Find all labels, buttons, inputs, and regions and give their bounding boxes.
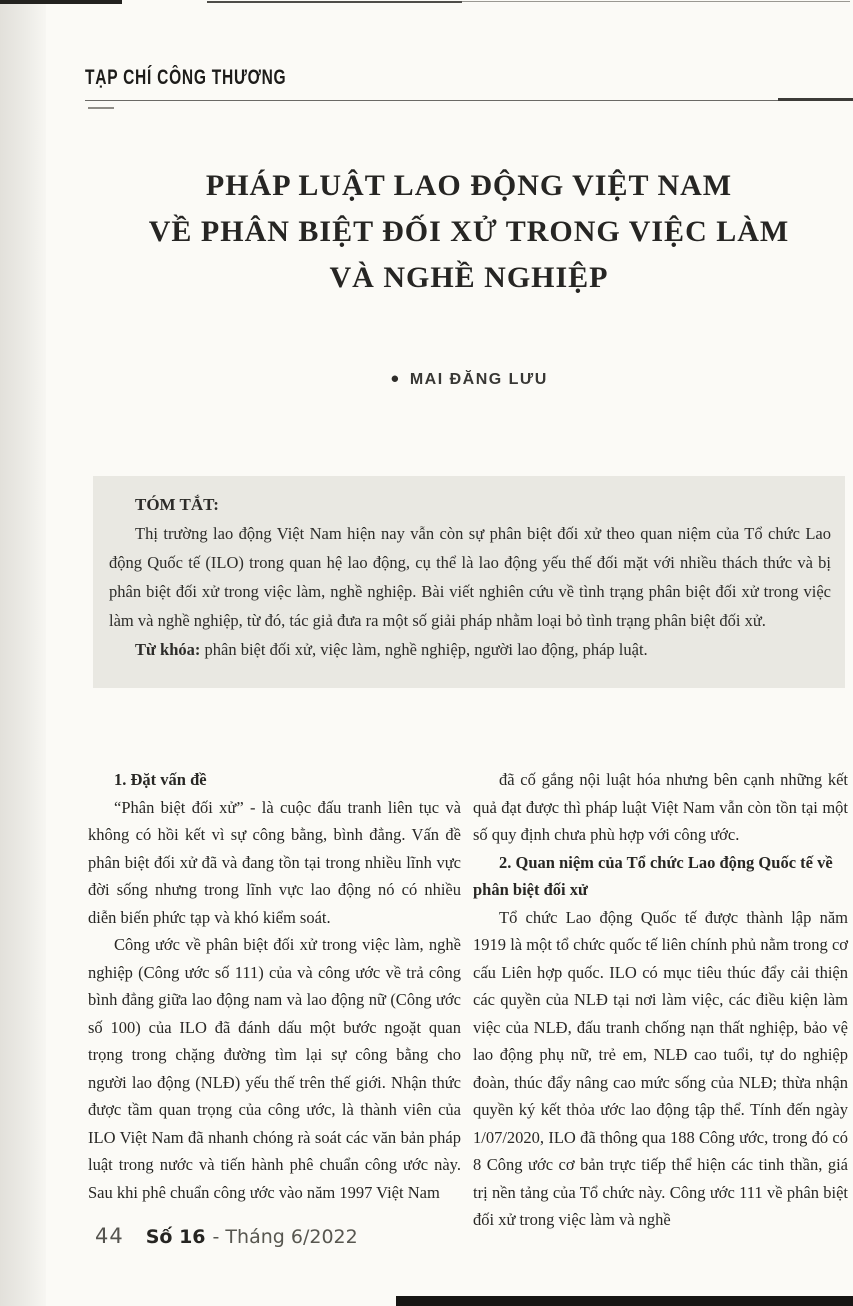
masthead-rule (85, 100, 853, 101)
masthead-dash-mark (88, 107, 114, 109)
scan-top-line-faint (462, 1, 850, 2)
page-number: 44 (95, 1224, 124, 1248)
scan-bottom-bar (396, 1296, 853, 1306)
article-title (85, 163, 853, 301)
abstract-keywords (109, 635, 831, 664)
keywords-label: Từ khóa: (135, 640, 201, 659)
left-paragraph-2: Công ước về phân biệt đối xử trong việc làm, nghề nghiệp (Công ước số 111) của và công ước về trả công bình đẳng giữa lao động nam và lao động nữ (Công ước số 100) của ILO đã đánh dấu một bước ngoặt quan trọng trong chặng đường tìm lại sự công bằng cho người lao động (NLĐ) yếu thế trên thế giới. Nhận thức được tầm quan trọng của công ước, là thành viên của ILO Việt Nam đã nhanh chóng rà soát các văn bản pháp luật trong nước và tiến hành phê chuẩn công ước này. Sau khi phê chuẩn công ước vào năm 1997 Việt Nam (88, 935, 461, 1202)
right-column (473, 766, 848, 1234)
right-paragraph-1: đã cố gắng nội luật hóa nhưng bên cạnh những kết quả đạt được thì pháp luật Việt Nam vẫn còn tồn tại một số quy định chưa phù hợp với công ước. (473, 770, 848, 844)
author-bullet-icon: ● (390, 370, 401, 387)
article-title-line-2: VỀ PHÂN BIỆT ĐỐI XỬ TRONG VIỆC LÀM (148, 215, 790, 248)
keywords-text: phân biệt đối xử, việc làm, nghề nghiệp, người lao động, pháp luật. (200, 640, 648, 659)
journal-masthead: TẠP CHÍ CÔNG THƯƠNG (85, 66, 287, 89)
article-title-line-3: VÀ NGHỀ NGHIỆP (329, 261, 609, 294)
page-footer (95, 1224, 595, 1248)
issue-label: Số 16 (145, 1226, 206, 1248)
abstract-box (93, 476, 845, 688)
author-line (85, 371, 853, 389)
masthead-rule-end-mark (778, 98, 853, 101)
scan-top-bar (0, 0, 122, 4)
left-column (88, 766, 461, 1234)
section-heading-2: 2. Quan niệm của Tổ chức Lao động Quốc tế về phân biệt đối xử (473, 852, 833, 899)
issue-date: - Tháng 6/2022 (212, 1226, 358, 1248)
right-paragraph-2: Tổ chức Lao động Quốc tế được thành lập năm 1919 là một tổ chức quốc tế liên chính phủ nằm trong cơ cấu Liên hợp quốc. ILO có mục tiêu thúc đẩy cải thiện các quyền của NLĐ tại nơi làm việc, các điều kiện làm việc của NLĐ, đấu tranh chống nạn thất nghiệp, bảo vệ lao động phụ nữ, trẻ em, NLĐ cao tuổi, tự do nghiệp đoàn, thúc đẩy nâng cao mức sống của NLĐ; thừa nhận quyền ký kết thỏa ước lao động tập thể. Tính đến ngày 1/07/2020, ILO đã thông qua 188 Công ước, trong đó có 8 Công ước cơ bản trực tiếp thể hiện các tinh thần, giá trị nền tảng của Tổ chức này. Công ước 111 về phân biệt đối xử trong việc làm và nghề (473, 907, 848, 1229)
abstract-heading: TÓM TẮT: (135, 495, 219, 514)
scan-gutter-strip (0, 0, 46, 1306)
article-title-line-1: PHÁP LUẬT LAO ĐỘNG VIỆT NAM (205, 169, 733, 202)
author-name: MAI ĐĂNG LƯU (409, 371, 548, 388)
scan-top-line (207, 1, 462, 3)
section-heading-1: 1. Đặt vấn đề (114, 770, 207, 789)
body-columns (88, 766, 848, 1234)
left-paragraph-1: “Phân biệt đối xử” - là cuộc đấu tranh liên tục và không có hồi kết vì sự công bằng, bình đẳng. Vấn đề phân biệt đối xử đã và đang tồn tại trong nhiều lĩnh vực đời sống nhưng trong lĩnh vực lao động nó có nhiều diễn biến phức tạp và khó kiểm soát. (88, 797, 461, 927)
abstract-text: Thị trường lao động Việt Nam hiện nay vẫn còn sự phân biệt đối xử theo quan niệm của Tổ chức Lao động Quốc tế (ILO) trong quan hệ lao động, cụ thể là lao động yếu thế đối mặt với nhiều thách thức và bị phân biệt đối xử trong việc làm, nghề nghiệp. Bài viết nghiên cứu về tình trạng phân biệt đối xử trong việc làm và nghề nghiệp, từ đó, tác giả đưa ra một số giải pháp nhằm loại bỏ tình trạng phân biệt đối xử. (109, 524, 831, 630)
